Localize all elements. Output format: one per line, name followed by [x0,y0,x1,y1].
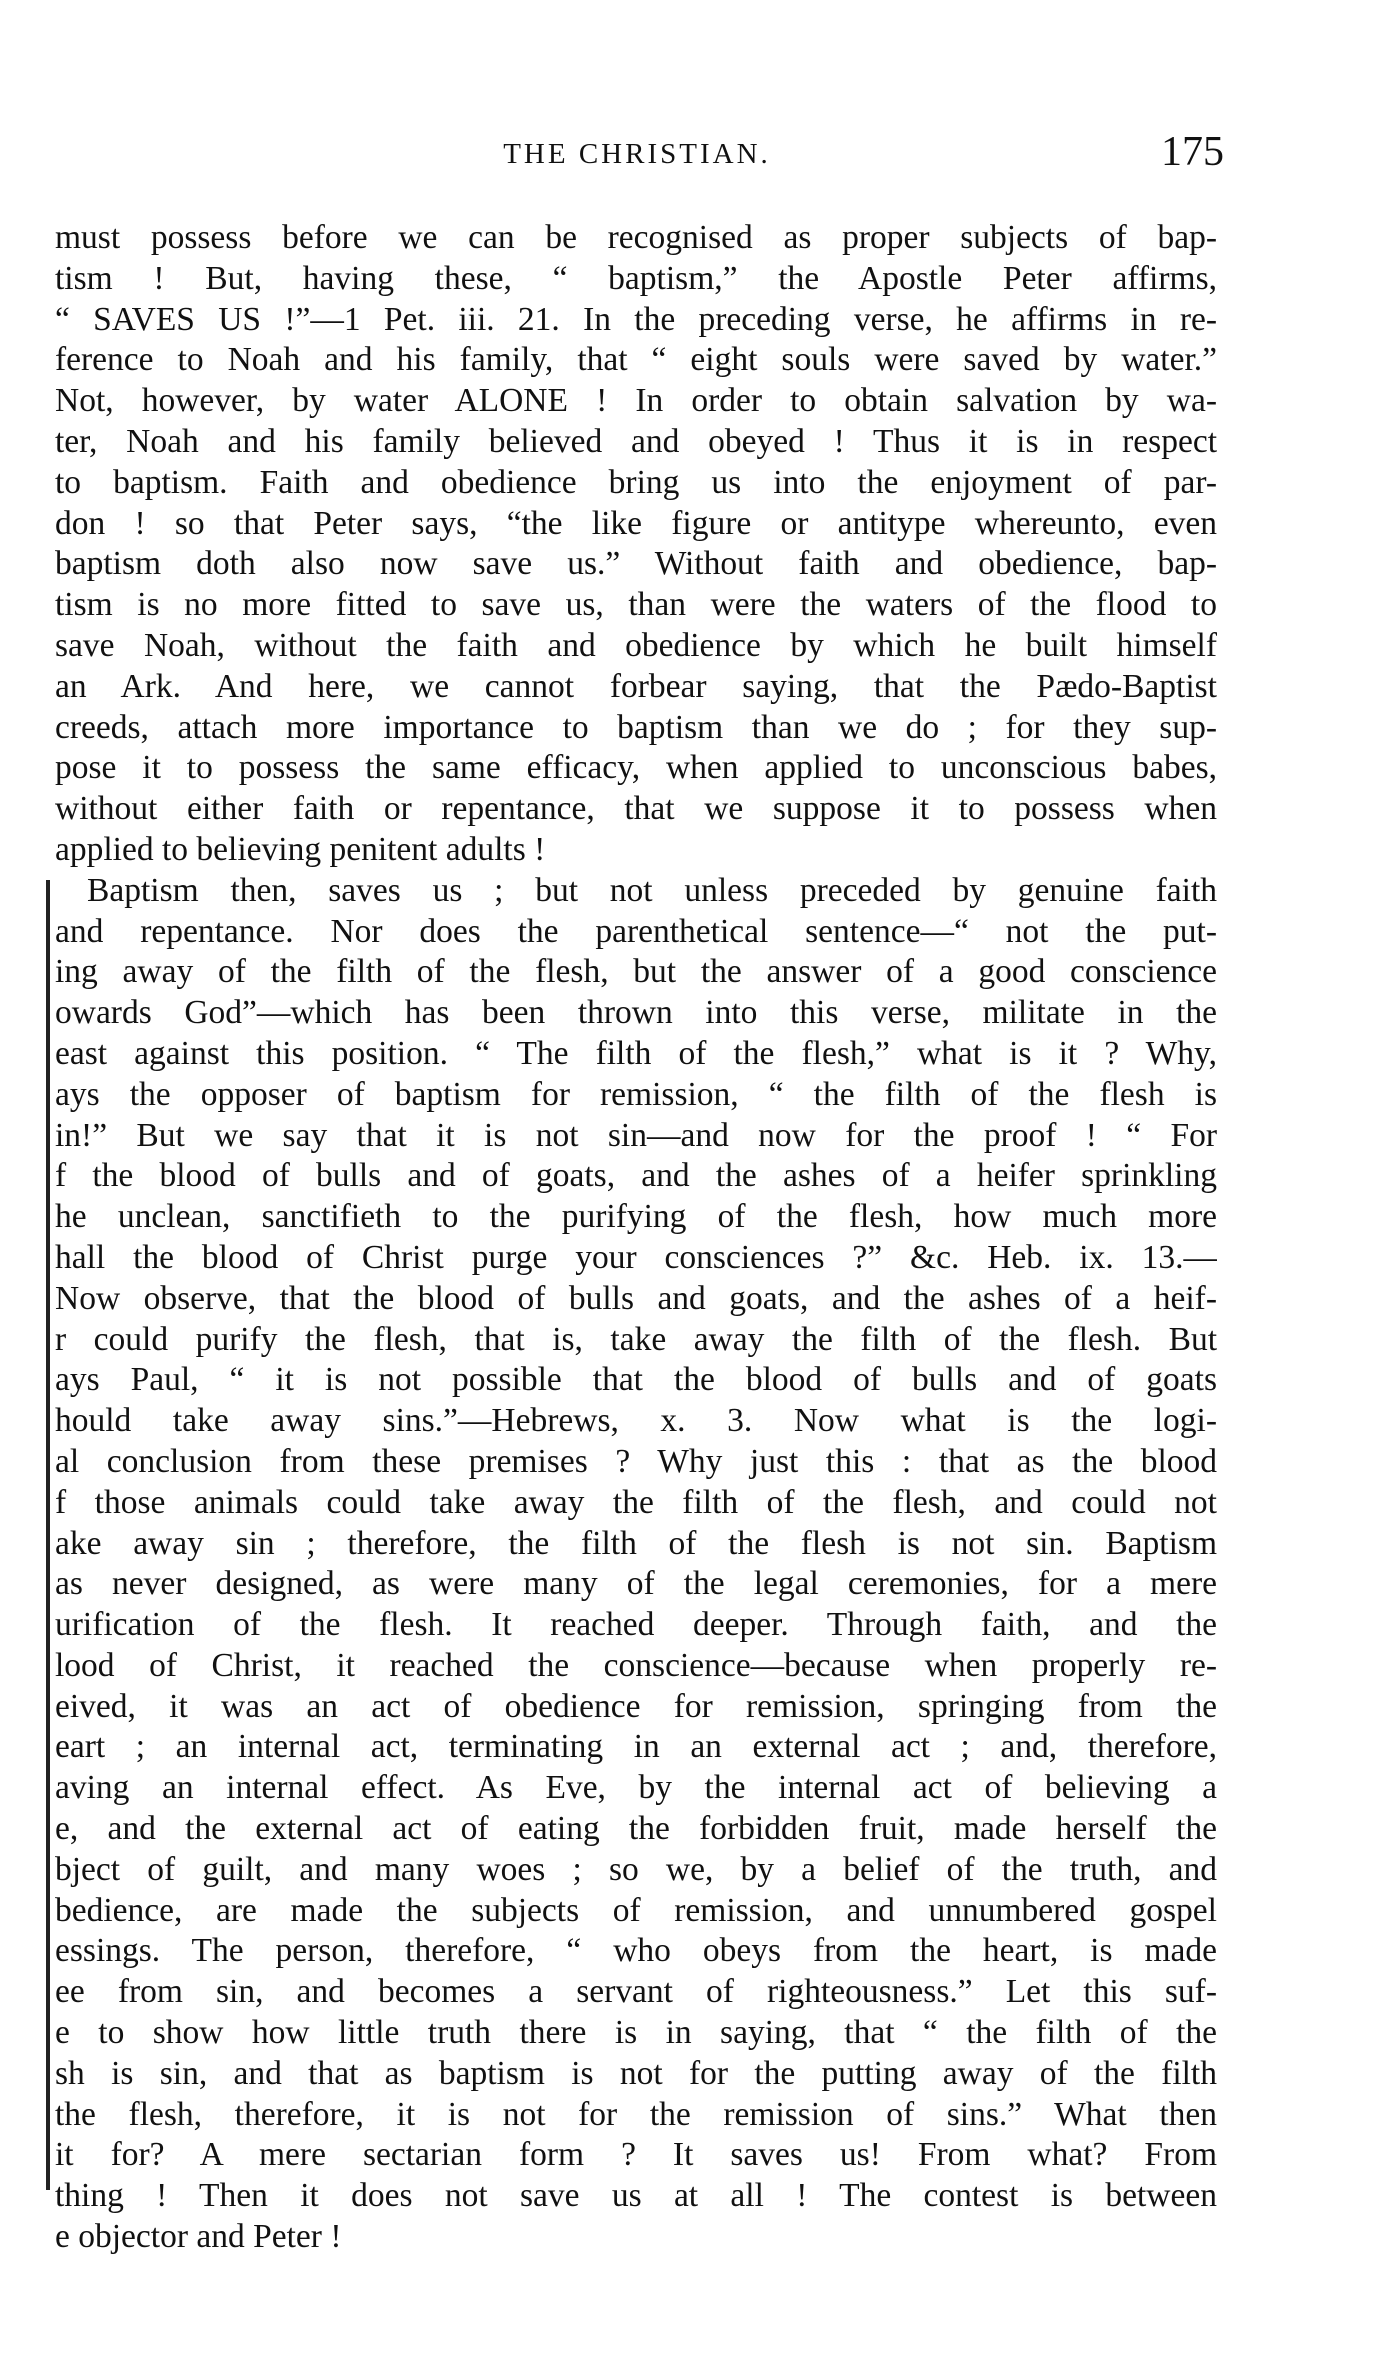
paragraph-start-line: Baptism then, saves us ; but not unless preceded by genuine faith [87,871,1217,909]
text-line: an Ark. And here, we cannot forbear saying, that the Pædo-Baptist [55,667,1217,705]
text-line: ays the opposer of baptism for remission, “ the filth of the flesh is [55,1075,1217,1113]
text-line: tism is no more fitted to save us, than were the waters of the flood to [55,586,1217,624]
text-line: ays Paul, “ it is not possible that the blood of bulls and of goats [55,1361,1217,1399]
text-line: al conclusion from these premises ? Why just this : that as the blood [55,1442,1217,1480]
text-line: ference to Noah and his family, that “ eight souls were saved by water.” [55,341,1217,379]
text-line: e, and the external act of eating the forbidden fruit, made herself the [55,1810,1217,1848]
text-line: ter, Noah and his family believed and obeyed ! Thus it is in respect [55,422,1217,460]
text-line: ake away sin ; therefore, the filth of the flesh is not sin. Baptism [55,1524,1217,1562]
text-line: and repentance. Nor does the parenthetical sentence—“ not the put- [55,912,1217,950]
text-line: creeds, attach more importance to baptism than we do ; for they sup- [55,708,1217,746]
text-line: it for? A mere sectarian form ? It saves us! From what? From [55,2136,1217,2174]
text-line: save Noah, without the faith and obedience by which he built himself [55,626,1217,664]
text-line: bject of guilt, and many woes ; so we, by a belief of the truth, and [55,1850,1217,1888]
text-line: essings. The person, therefore, “ who obeys from the heart, is made [55,1932,1217,1970]
text-line: to baptism. Faith and obedience bring us into the enjoyment of par- [55,463,1217,501]
text-line: Now observe, that the blood of bulls and goats, and the ashes of a heif- [55,1279,1217,1317]
text-line: eart ; an internal act, terminating in an external act ; and, therefore, [55,1728,1217,1766]
text-line: hall the blood of Christ purge your consciences ?” &c. Heb. ix. 13.— [55,1238,1217,1276]
text-line: thing ! Then it does not save us at all ! The contest is between [55,2177,1217,2215]
text-line: f the blood of bulls and of goats, and the ashes of a heifer sprinkling [55,1157,1217,1195]
text-line: pose it to possess the same efficacy, when applied to unconscious babes, [55,749,1217,787]
text-line: bedience, are made the subjects of remission, and unnumbered gospel [55,1891,1217,1929]
text-line: don ! so that Peter says, “the like figure or antitype whereunto, even [55,504,1217,542]
text-line: hould take away sins.”—Hebrews, x. 3. Now what is the logi- [55,1402,1217,1440]
text-line: applied to believing penitent adults ! [55,830,546,868]
running-title: THE CHRISTIAN. [503,138,771,170]
text-line: tism ! But, having these, “ baptism,” the Apostle Peter affirms, [55,259,1217,297]
text-line: lood of Christ, it reached the conscience—because when properly re- [55,1646,1217,1684]
text-line: in!” But we say that it is not sin—and now for the proof ! “ For [55,1116,1217,1154]
text-line: ing away of the filth of the flesh, but the answer of a good conscience [55,953,1217,991]
page-header [50,129,1224,188]
text-line: f those animals could take away the filth of the flesh, and could not [55,1483,1217,1521]
text-line: “ SAVES US !”—1 Pet. iii. 21. In the preceding verse, he affirms in re- [55,300,1217,338]
text-line: aving an internal effect. As Eve, by the internal act of believing a [55,1769,1217,1807]
text-line: sh is sin, and that as baptism is not for the putting away of the filth [55,2054,1217,2092]
text-line: must possess before we can be recognised as proper subjects of bap- [55,219,1217,256]
text-line: Not, however, by water ALONE ! In order to obtain salvation by wa- [55,382,1217,420]
text-line: owards God”—which has been thrown into this verse, militate in the [55,994,1217,1032]
text-line: as never designed, as were many of the legal ceremonies, for a mere [55,1565,1217,1603]
text-line: baptism doth also now save us.” Without faith and obedience, bap- [55,545,1217,583]
text-line: e to show how little truth there is in saying, that “ the filth of the [55,2014,1217,2052]
body-text [55,218,1217,2258]
text-line: e objector and Peter ! [55,2218,342,2256]
text-line: eived, it was an act of obedience for remission, springing from the [55,1687,1217,1725]
text-line: r could purify the flesh, that is, take away the filth of the flesh. But [55,1320,1217,1358]
text-line: urification of the flesh. It reached deeper. Through faith, and the [55,1606,1217,1644]
page-number: 175 [1161,129,1224,175]
text-line: the flesh, therefore, it is not for the remission of sins.” What then [55,2095,1217,2133]
margin-rule [46,880,50,2190]
text-line: east against this position. “ The filth of the flesh,” what is it ? Why, [55,1034,1217,1072]
text-line: without either faith or repentance, that we suppose it to possess when [55,790,1217,828]
text-line: he unclean, sanctifieth to the purifying of the flesh, how much more [55,1198,1217,1236]
text-line: ee from sin, and becomes a servant of righteousness.” Let this suf- [55,1973,1217,2011]
